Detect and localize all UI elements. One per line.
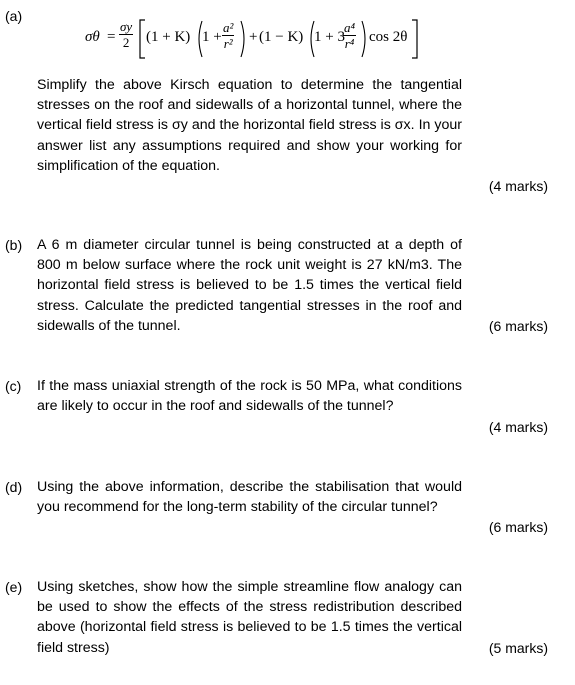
fraction-a4-r4 xyxy=(343,20,356,51)
right-bracket xyxy=(411,18,419,60)
fraction-r2: r² xyxy=(223,36,233,51)
fraction-r4: r⁴ xyxy=(344,36,355,51)
right-paren-2 xyxy=(361,20,369,58)
question-d-marks: (6 marks) xyxy=(488,519,548,535)
question-c-marks: (4 marks) xyxy=(488,419,548,435)
question-d-text: Using the above information, describe the stabilisation that would you recommend for the long-term stability of the circular tunnel? xyxy=(37,479,462,516)
equation-one-plus-3: 1 + 3 xyxy=(314,29,345,45)
question-a-text: Simplify the above Kirsch equation to determine the tangential stresses on the roof and sidewalls of a horizontal tunnel, where the vertical field stress is σy and the horizontal field stress is σx. In your answer list any assumptions required and show your working for simplification of the equation. xyxy=(37,77,462,174)
kirsch-equation xyxy=(85,18,445,60)
fraction-a4: a⁴ xyxy=(344,20,356,35)
equation-lhs: σθ xyxy=(85,29,100,45)
question-c-text: If the mass uniaxial strength of the rock is 50 MPa, what conditions are likely to occur in the roof and sidewalls of the tunnel? xyxy=(37,378,462,415)
equation-term2: (1 − K) xyxy=(259,29,304,45)
equation-coefficient xyxy=(119,19,133,50)
fraction-a2: a² xyxy=(223,20,234,35)
equation-term1: (1 + K) xyxy=(146,29,191,45)
question-e-marks: (5 marks) xyxy=(488,640,548,656)
equation-equals: = xyxy=(107,29,116,45)
equation-one-plus-1: 1 + xyxy=(202,29,222,45)
question-a-label: (a) xyxy=(5,8,23,24)
question-d-label: (d) xyxy=(5,479,23,495)
equation-plus: + xyxy=(249,29,258,45)
question-a-marks: (4 marks) xyxy=(488,178,548,194)
coefficient-denominator: 2 xyxy=(122,35,130,50)
question-b-label: (b) xyxy=(5,237,23,253)
question-b-text: A 6 m diameter circular tunnel is being constructed at a depth of 800 m below surface where the rock unit weight is 27 kN/m3. The horizontal field stress is believed to be 1.5 times the vertical field stress. Calculate the predicted tangential stresses in the roof and sidewalls of the tunnel. xyxy=(37,237,462,334)
question-b-marks: (6 marks) xyxy=(488,318,548,334)
left-bracket xyxy=(138,18,146,60)
fraction-a2-r2 xyxy=(222,20,234,51)
equation-cos: cos 2θ xyxy=(369,29,408,45)
coefficient-numerator: σy xyxy=(120,19,133,34)
question-c-label: (c) xyxy=(5,378,22,394)
question-e-text: Using sketches, show how the simple streamline flow analogy can be used to show the effects of the stress redistribution described above (horizontal field stress is believed to be 1.5 times the vertical field stress) xyxy=(37,579,462,656)
right-paren-1 xyxy=(240,20,248,58)
question-e-label: (e) xyxy=(5,579,23,595)
